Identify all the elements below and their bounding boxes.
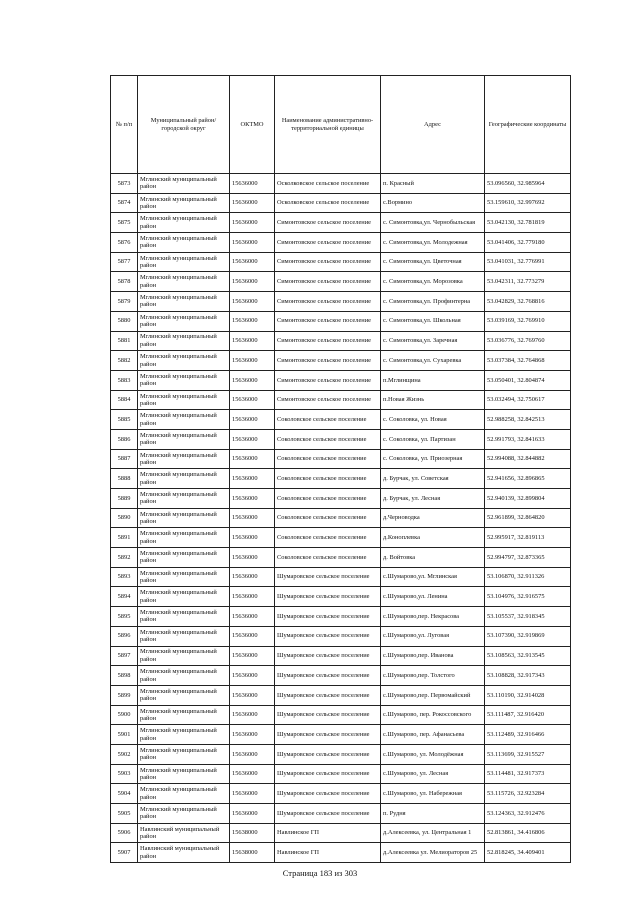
header-coords: Географические координаты (485, 76, 571, 174)
settlement-cell: Соколовское сельское поселение (275, 489, 381, 509)
address-cell: п. Рудня (381, 804, 485, 824)
settlement-cell: Шумаровское сельское поселение (275, 744, 381, 764)
oktmo-cell: 15636000 (230, 193, 275, 213)
coordinates-cell: 53.104976, 32.916575 (485, 587, 571, 607)
address-cell: д.Алексеевка, ул. Центральная 1 (381, 823, 485, 843)
coordinates-cell: 53.036776, 32.769760 (485, 331, 571, 351)
oktmo-cell: 15636000 (230, 311, 275, 331)
row-number: 5894 (111, 587, 138, 607)
row-number: 5879 (111, 292, 138, 312)
district-cell: Мглинский муниципальный район (138, 764, 230, 784)
settlement-cell: Соколовское сельское поселение (275, 410, 381, 430)
table-row (111, 233, 571, 253)
table-row (111, 193, 571, 213)
district-cell: Мглинский муниципальный район (138, 725, 230, 745)
address-cell: п.Мглинщина (381, 370, 485, 390)
row-number: 5899 (111, 685, 138, 705)
row-number: 5884 (111, 390, 138, 410)
district-cell: Мглинский муниципальный район (138, 685, 230, 705)
row-number: 5897 (111, 646, 138, 666)
coordinates-cell: 53.108828, 32.917343 (485, 666, 571, 686)
settlement-cell: Шумаровское сельское поселение (275, 705, 381, 725)
address-cell: с. Симонтовка,ул. Профинтерна (381, 292, 485, 312)
address-cell: д.Коноплевка (381, 528, 485, 548)
table-row (111, 272, 571, 292)
oktmo-cell: 15636000 (230, 390, 275, 410)
row-number: 5890 (111, 508, 138, 528)
settlement-cell: Соколовское сельское поселение (275, 548, 381, 568)
settlement-cell: Шумаровское сельское поселение (275, 646, 381, 666)
table-row (111, 744, 571, 764)
oktmo-cell: 15636000 (230, 804, 275, 824)
oktmo-cell: 15636000 (230, 666, 275, 686)
row-number: 5892 (111, 548, 138, 568)
row-number: 5898 (111, 666, 138, 686)
settlement-cell: Соколовское сельское поселение (275, 469, 381, 489)
oktmo-cell: 15636000 (230, 489, 275, 509)
table-row (111, 567, 571, 587)
oktmo-cell: 15638000 (230, 843, 275, 863)
header-num: № п/п (111, 76, 138, 174)
address-cell: с.Шумарово,ул. Мглинская (381, 567, 485, 587)
district-cell: Мглинский муниципальный район (138, 331, 230, 351)
table-row (111, 252, 571, 272)
oktmo-cell: 15636000 (230, 685, 275, 705)
settlement-cell: Соколовское сельское поселение (275, 528, 381, 548)
row-number: 5895 (111, 607, 138, 627)
table-row (111, 489, 571, 509)
district-cell: Мглинский муниципальный район (138, 607, 230, 627)
table-row (111, 548, 571, 568)
district-cell: Мглинский муниципальный район (138, 193, 230, 213)
oktmo-cell: 15636000 (230, 272, 275, 292)
address-cell: д. Бурчак, ул. Советская (381, 469, 485, 489)
coordinates-cell: 53.115726, 32.923284 (485, 784, 571, 804)
settlement-cell: Шумаровское сельское поселение (275, 626, 381, 646)
table-row (111, 804, 571, 824)
district-cell: Мглинский муниципальный район (138, 666, 230, 686)
address-cell: с.Шумарово,пер. Толстого (381, 666, 485, 686)
coordinates-cell: 53.112489, 32.916466 (485, 725, 571, 745)
district-cell: Мглинский муниципальный район (138, 429, 230, 449)
address-cell: с.Шумарово,ул. Луговая (381, 626, 485, 646)
oktmo-cell: 15636000 (230, 213, 275, 233)
header-district: Муниципальный район/городской округ (138, 76, 230, 174)
settlement-cell: Навлинское ГП (275, 843, 381, 863)
coordinates-cell: 53.042130, 32.781819 (485, 213, 571, 233)
row-number: 5889 (111, 489, 138, 509)
settlement-cell: Симонтовское сельское поселение (275, 292, 381, 312)
coordinates-cell: 53.041031, 32.776991 (485, 252, 571, 272)
district-cell: Навлинский муниципальный район (138, 823, 230, 843)
coordinates-cell: 53.108563, 32.913545 (485, 646, 571, 666)
address-cell: с. Симонтовка,ул. Чернобыльская (381, 213, 485, 233)
settlement-cell: Шумаровское сельское поселение (275, 725, 381, 745)
table-row (111, 705, 571, 725)
table-row (111, 528, 571, 548)
table-row (111, 351, 571, 371)
row-number: 5902 (111, 744, 138, 764)
settlement-cell: Симонтовское сельское поселение (275, 351, 381, 371)
coordinates-cell: 52.988258, 32.842513 (485, 410, 571, 430)
settlement-cell: Симонтовское сельское поселение (275, 213, 381, 233)
address-cell: с.Шумарово,пер. Иванова (381, 646, 485, 666)
table-row (111, 429, 571, 449)
address-cell: с. Соколовка, ул. Приозерная (381, 449, 485, 469)
address-cell: с.Шумарово,пер. Первомайский (381, 685, 485, 705)
oktmo-cell: 15636000 (230, 725, 275, 745)
table-row (111, 174, 571, 194)
table-row (111, 410, 571, 430)
district-cell: Мглинский муниципальный район (138, 410, 230, 430)
district-cell: Мглинский муниципальный район (138, 528, 230, 548)
district-cell: Мглинский муниципальный район (138, 292, 230, 312)
coordinates-cell: 52.995917, 32.819113 (485, 528, 571, 548)
settlement-cell: Шумаровское сельское поселение (275, 764, 381, 784)
table-row (111, 823, 571, 843)
row-number: 5877 (111, 252, 138, 272)
address-cell: с. Симонтовка,ул. Морозовка (381, 272, 485, 292)
coordinates-cell: 53.159610, 32.997692 (485, 193, 571, 213)
settlement-cell: Осколковское сельское поселение (275, 174, 381, 194)
table-row (111, 646, 571, 666)
oktmo-cell: 15636000 (230, 351, 275, 371)
address-cell: с.Шумарово, пер. Афанасьева (381, 725, 485, 745)
table-header (111, 76, 571, 174)
table-row (111, 370, 571, 390)
address-cell: с. Симонтовка,ул. Молодежная (381, 233, 485, 253)
coordinates-cell: 52.961899, 32.864820 (485, 508, 571, 528)
table-row (111, 843, 571, 863)
row-number: 5876 (111, 233, 138, 253)
oktmo-cell: 15636000 (230, 764, 275, 784)
table-row (111, 607, 571, 627)
table-row (111, 725, 571, 745)
address-cell: п.Новая Жизнь (381, 390, 485, 410)
address-cell: д.Алексеевка ул. Мелиораторов 25 (381, 843, 485, 863)
oktmo-cell: 15636000 (230, 528, 275, 548)
coordinates-cell: 53.106870, 32.911326 (485, 567, 571, 587)
address-cell: с.Шумарово, ул. Лесная (381, 764, 485, 784)
address-cell: с. Симонтовка,ул. Цветочная (381, 252, 485, 272)
table-row (111, 292, 571, 312)
address-cell: с.Шумарово, ул. Молодёжная (381, 744, 485, 764)
row-number: 5888 (111, 469, 138, 489)
district-cell: Мглинский муниципальный район (138, 351, 230, 371)
district-cell: Мглинский муниципальный район (138, 784, 230, 804)
oktmo-cell: 15636000 (230, 429, 275, 449)
header-oktmo: ОКТМО (230, 76, 275, 174)
row-number: 5896 (111, 626, 138, 646)
coordinates-cell: 53.105537, 32.918345 (485, 607, 571, 627)
coordinates-cell: 53.113699, 32.915527 (485, 744, 571, 764)
coordinates-cell: 52.813861, 34.416806 (485, 823, 571, 843)
row-number: 5905 (111, 804, 138, 824)
row-number: 5887 (111, 449, 138, 469)
table-row (111, 764, 571, 784)
table-row (111, 626, 571, 646)
coordinates-cell: 53.042829, 32.768816 (485, 292, 571, 312)
row-number: 5874 (111, 193, 138, 213)
row-number: 5878 (111, 272, 138, 292)
oktmo-cell: 15636000 (230, 567, 275, 587)
coordinates-cell: 52.994088, 32.844882 (485, 449, 571, 469)
row-number: 5882 (111, 351, 138, 371)
district-cell: Мглинский муниципальный район (138, 626, 230, 646)
settlement-cell: Симонтовское сельское поселение (275, 331, 381, 351)
district-cell: Мглинский муниципальный район (138, 213, 230, 233)
table-row (111, 508, 571, 528)
settlement-cell: Симонтовское сельское поселение (275, 370, 381, 390)
table-row (111, 469, 571, 489)
oktmo-cell: 15636000 (230, 331, 275, 351)
address-cell: с. Симонтовка,ул. Сухаревка (381, 351, 485, 371)
coordinates-cell: 53.107390, 32.919869 (485, 626, 571, 646)
district-cell: Мглинский муниципальный район (138, 489, 230, 509)
data-table (110, 75, 571, 863)
oktmo-cell: 15636000 (230, 646, 275, 666)
oktmo-cell: 15636000 (230, 233, 275, 253)
table-row (111, 449, 571, 469)
settlement-cell: Симонтовское сельское поселение (275, 272, 381, 292)
settlement-cell: Симонтовское сельское поселение (275, 233, 381, 253)
district-cell: Мглинский муниципальный район (138, 233, 230, 253)
district-cell: Мглинский муниципальный район (138, 587, 230, 607)
coordinates-cell: 52.941656, 32.896865 (485, 469, 571, 489)
coordinates-cell: 53.124363, 32.912476 (485, 804, 571, 824)
settlement-cell: Шумаровское сельское поселение (275, 666, 381, 686)
address-cell: с. Симонтовка,ул. Заречная (381, 331, 485, 351)
table-row (111, 213, 571, 233)
settlement-cell: Навлинское ГП (275, 823, 381, 843)
oktmo-cell: 15636000 (230, 784, 275, 804)
row-number: 5886 (111, 429, 138, 449)
oktmo-cell: 15636000 (230, 744, 275, 764)
oktmo-cell: 15636000 (230, 607, 275, 627)
header-settlement: Наименование административно-территориальной единицы (275, 76, 381, 174)
settlement-cell: Шумаровское сельское поселение (275, 685, 381, 705)
settlement-cell: Симонтовское сельское поселение (275, 390, 381, 410)
address-cell: п. Красный (381, 174, 485, 194)
table-row (111, 311, 571, 331)
settlement-cell: Шумаровское сельское поселение (275, 567, 381, 587)
address-cell: д. Войтовка (381, 548, 485, 568)
oktmo-cell: 15636000 (230, 508, 275, 528)
address-cell: с.Вормино (381, 193, 485, 213)
coordinates-cell: 53.039169, 32.769910 (485, 311, 571, 331)
address-cell: д.Черноводка (381, 508, 485, 528)
row-number: 5893 (111, 567, 138, 587)
oktmo-cell: 15636000 (230, 587, 275, 607)
row-number: 5906 (111, 823, 138, 843)
oktmo-cell: 15636000 (230, 410, 275, 430)
coordinates-cell: 53.114481, 32.917373 (485, 764, 571, 784)
district-cell: Мглинский муниципальный район (138, 508, 230, 528)
settlement-cell: Шумаровское сельское поселение (275, 804, 381, 824)
district-cell: Мглинский муниципальный район (138, 272, 230, 292)
row-number: 5891 (111, 528, 138, 548)
row-number: 5907 (111, 843, 138, 863)
table-row (111, 666, 571, 686)
coordinates-cell: 53.096560, 32.985964 (485, 174, 571, 194)
settlement-cell: Осколковское сельское поселение (275, 193, 381, 213)
oktmo-cell: 15636000 (230, 252, 275, 272)
coordinates-cell: 53.041406, 32.779180 (485, 233, 571, 253)
address-cell: с.Шумарово, пер. Рокоссовского (381, 705, 485, 725)
coordinates-cell: 52.994797, 32.873365 (485, 548, 571, 568)
coordinates-cell: 53.110190, 32.914028 (485, 685, 571, 705)
coordinates-cell: 53.032494, 32.750617 (485, 390, 571, 410)
coordinates-cell: 52.818245, 34.409401 (485, 843, 571, 863)
district-cell: Мглинский муниципальный район (138, 174, 230, 194)
table-body (111, 174, 571, 863)
settlement-cell: Соколовское сельское поселение (275, 449, 381, 469)
district-cell: Мглинский муниципальный район (138, 548, 230, 568)
coordinates-cell: 53.037384, 32.764868 (485, 351, 571, 371)
row-number: 5875 (111, 213, 138, 233)
row-number: 5904 (111, 784, 138, 804)
oktmo-cell: 15636000 (230, 370, 275, 390)
settlement-cell: Шумаровское сельское поселение (275, 784, 381, 804)
coordinates-cell: 52.991793, 32.841633 (485, 429, 571, 449)
district-cell: Мглинский муниципальный район (138, 567, 230, 587)
row-number: 5873 (111, 174, 138, 194)
table-row (111, 331, 571, 351)
district-cell: Навлинский муниципальный район (138, 843, 230, 863)
row-number: 5903 (111, 764, 138, 784)
oktmo-cell: 15636000 (230, 449, 275, 469)
header-row (111, 76, 571, 174)
oktmo-cell: 15636000 (230, 469, 275, 489)
settlement-cell: Соколовское сельское поселение (275, 429, 381, 449)
coordinates-cell: 53.050401, 32.804874 (485, 370, 571, 390)
district-cell: Мглинский муниципальный район (138, 449, 230, 469)
district-cell: Мглинский муниципальный район (138, 311, 230, 331)
district-cell: Мглинский муниципальный район (138, 469, 230, 489)
address-cell: д. Бурчак, ул. Лесная (381, 489, 485, 509)
table-row (111, 784, 571, 804)
oktmo-cell: 15636000 (230, 548, 275, 568)
address-cell: с. Симонтовка,ул. Школьная (381, 311, 485, 331)
row-number: 5883 (111, 370, 138, 390)
row-number: 5881 (111, 331, 138, 351)
oktmo-cell: 15638000 (230, 823, 275, 843)
table-row (111, 587, 571, 607)
row-number: 5900 (111, 705, 138, 725)
page-number: Страница 183 из 303 (282, 868, 358, 878)
header-address: Адрес (381, 76, 485, 174)
settlement-cell: Симонтовское сельское поселение (275, 311, 381, 331)
row-number: 5901 (111, 725, 138, 745)
settlement-cell: Шумаровское сельское поселение (275, 587, 381, 607)
address-cell: с. Соколовка, ул. Новая (381, 410, 485, 430)
row-number: 5885 (111, 410, 138, 430)
address-cell: с.Шумарово,ул. Ленина (381, 587, 485, 607)
address-cell: с.Шумарово, ул. Набережная (381, 784, 485, 804)
table-row (111, 685, 571, 705)
coordinates-cell: 53.111487, 32.916420 (485, 705, 571, 725)
table-row (111, 390, 571, 410)
settlement-cell: Соколовское сельское поселение (275, 508, 381, 528)
district-cell: Мглинский муниципальный район (138, 744, 230, 764)
oktmo-cell: 15636000 (230, 705, 275, 725)
district-cell: Мглинский муниципальный район (138, 804, 230, 824)
district-cell: Мглинский муниципальный район (138, 252, 230, 272)
coordinates-cell: 52.940139, 32.899804 (485, 489, 571, 509)
oktmo-cell: 15636000 (230, 292, 275, 312)
coordinates-cell: 53.042311, 32.773279 (485, 272, 571, 292)
settlement-cell: Симонтовское сельское поселение (275, 252, 381, 272)
oktmo-cell: 15636000 (230, 626, 275, 646)
district-cell: Мглинский муниципальный район (138, 390, 230, 410)
district-cell: Мглинский муниципальный район (138, 646, 230, 666)
settlement-cell: Шумаровское сельское поселение (275, 607, 381, 627)
district-cell: Мглинский муниципальный район (138, 705, 230, 725)
row-number: 5880 (111, 311, 138, 331)
oktmo-cell: 15636000 (230, 174, 275, 194)
district-cell: Мглинский муниципальный район (138, 370, 230, 390)
address-cell: с. Соколовка, ул. Партизан (381, 429, 485, 449)
address-cell: с.Шумарово,пер. Некрасова (381, 607, 485, 627)
